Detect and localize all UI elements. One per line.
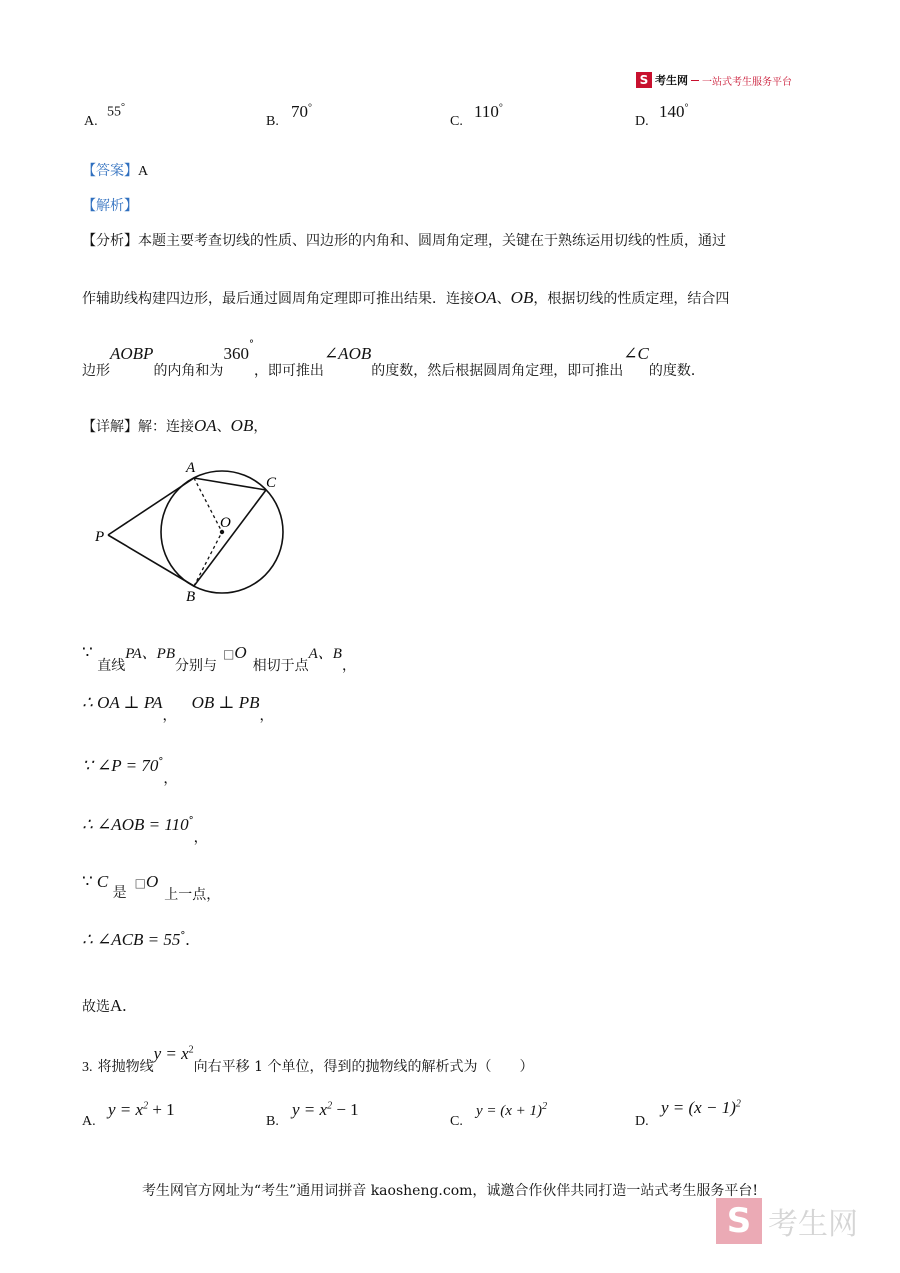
analysis-line-3: 边形AOBP的内角和为360°，即可推出∠AOB的度数，然后根据圆周角定理，即可推出∠C的度数． [82,339,705,379]
analysis-line-2: 作辅助线构建四边形，最后通过圆周角定理即可推出结果．连接OA、OB，根据切线的性质定理，结合四 [82,288,730,307]
step-4: ∴ ∠AOB = 110°， [82,815,208,846]
radius-oa [194,478,222,532]
watermark-logo [716,1198,858,1244]
q3-option-c-expr: $y = (x + 1)^2$ [476,1101,548,1119]
tangent-pb [108,535,194,586]
footer-text: 考生网官方网址为“考生”通用词拼音 kaosheng.com，诚邀合作伙伴共同打造一站式考生服务平台! [141,1183,759,1199]
step-5: ∵ C 是□O上一点， [82,872,221,903]
q2-option-d-label: D. [635,114,649,129]
label-c: C [266,475,277,491]
q2-option-c-label: C. [450,114,463,129]
q3-option-a-label: A. [82,1114,96,1129]
question-3: 3. 将抛物线$y = x^2$向右平移 1 个单位，得到的抛物线的解析式为（ ） [82,1044,534,1075]
site-logo [636,72,792,88]
watermark-mark-icon: S [716,1198,762,1244]
q3-option-d-expr: $y = (x - 1)^2$ [661,1098,741,1117]
q2-option-b-value: 70° [291,102,312,121]
radius-ob [194,532,222,586]
q2-option-a-label: A. [84,114,98,129]
q3-option-d-label: D. [635,1114,649,1129]
step-2: ∴ OA ⊥ PA， OB ⊥ PB， [82,693,274,724]
logo-slogan: 一站式考生服务平台 [702,76,792,88]
analysis-tag: 【解析】 [82,198,138,214]
logo-divider [691,80,699,81]
q3-option-a-expr: $y = x^2 + 1$ [108,1100,175,1119]
step-6: ∴ ∠ACB = 55°. [82,930,190,949]
q2-option-c-value: 110° [474,102,503,121]
label-o: O [220,515,231,531]
answer-line [82,160,148,180]
label-a: A [186,460,196,476]
logo-mark-icon: S [636,72,652,88]
conclusion: 故选A. [82,996,127,1015]
q3-option-b-expr: $y = x^2 - 1$ [292,1100,359,1119]
logo-name: 考生网 [655,74,688,87]
step-3: ∵ ∠P = 70°， [82,756,178,787]
chord-bc [194,490,266,586]
detail-line: 【详解】解：连接OA、OB， [82,416,268,435]
q2-option-a-value: 55° [107,102,125,120]
q3-option-b-label: B. [266,1114,279,1129]
analysis-line-1: 【分析】本题主要考查切线的性质、四边形的内角和、圆周角定理，关键在于熟练运用切线的性质，通过 [82,233,726,249]
q2-option-d-value: 140° [659,102,689,121]
watermark-name: 考生网 [768,1207,858,1242]
answer-tag: 【答案】 [82,163,138,179]
label-b: B [186,589,196,605]
tangent-pa [108,478,194,535]
chord-ac [194,478,266,490]
q3-option-c-label: C. [450,1114,463,1129]
answer-value: A [138,164,149,179]
step-1: ∵ 直线PA、PB分别与□O相切于点A、B， [82,643,356,674]
circle-tangent-figure [90,455,300,605]
q2-option-b-label: B. [266,114,279,129]
label-p: P [95,529,105,545]
